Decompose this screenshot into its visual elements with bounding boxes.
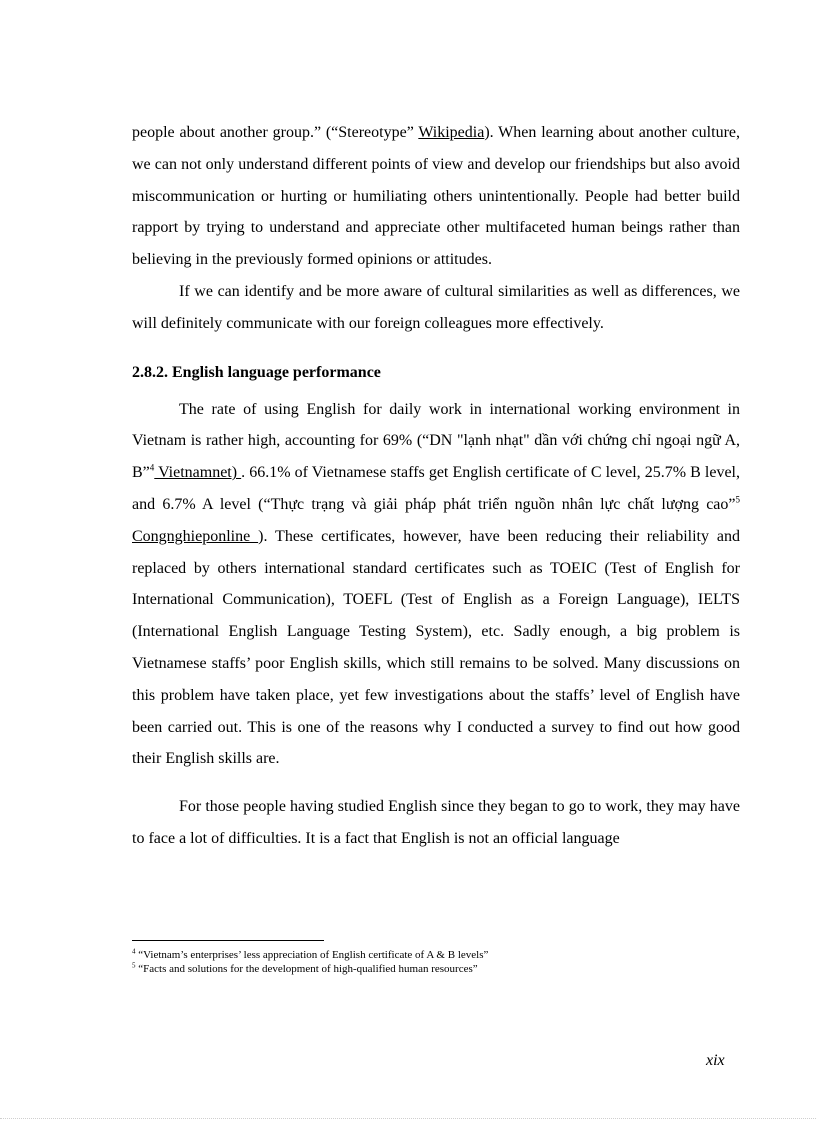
- footnotes: [132, 948, 740, 976]
- paragraph-stereotype: [132, 117, 740, 276]
- footnote-ref-4[interactable]: 4: [149, 462, 155, 473]
- footnote-text: “Facts and solutions for the development of high-qualified human resources”: [135, 963, 478, 975]
- paragraph-difficulties: For those people having studied English since they began to go to work, they may have to face a lot of difficulties. It is a fact that English is not an official language: [132, 798, 740, 847]
- body-text: [132, 117, 740, 855]
- footnote-mark: 5: [132, 961, 136, 970]
- page-number: xix: [706, 1052, 725, 1069]
- paragraph-text: people about another group.” (“Stereotype”: [132, 124, 419, 141]
- footnote-text: “Vietnam’s enterprises’ less appreciation of English certificate of A & B levels”: [135, 949, 489, 961]
- congnghieponline-link[interactable]: Congnghieponline: [132, 527, 259, 545]
- footnote-4: [132, 948, 740, 962]
- vietnamnet-link[interactable]: Vietnamnet): [154, 464, 242, 482]
- footnote-mark: 4: [132, 947, 136, 956]
- footnote-ref-5[interactable]: 5: [735, 494, 740, 505]
- paragraph-english-rate: [132, 394, 740, 776]
- section-heading: 2.8.2. English language performance: [132, 363, 381, 381]
- footnote-5: [132, 962, 740, 976]
- wikipedia-link[interactable]: Wikipedia: [418, 124, 485, 141]
- paragraph-text: ). When learning about another culture, we can not only understand different points of view and develop our friendships but also avoid miscommunication or hurting or humiliating others unintentionally. People had better build rapport by trying to understand and appreciate other multifaceted human beings rather than believing in the previously formed opinions or attitudes.: [132, 124, 740, 269]
- paragraph-text: ). These certificates, however, have been reducing their reliability and replaced by others international standard certificates such as TOEIC (Test of English for International Communication), TOEFL (Test of English as a Foreign Language), IELTS (International English Language Testing System), etc. Sadly enough, a big problem is Vietnamese staffs’ poor English skills, which still remains to be solved. Many discussions on this problem have taken place, yet few investigations about the staffs’ level of English have been carried out. This is one of the reasons why I conducted a survey to find out how good their English skills are.: [132, 527, 740, 768]
- paragraph-cultural-awareness: If we can identify and be more aware of cultural similarities as well as differences, we will definitely communicate with our foreign colleagues more effectively.: [132, 282, 740, 332]
- page-bottom-border: [0, 1118, 816, 1119]
- paragraph-text: The rate of using English for daily work in international working environment in Vietnam is rather high, accounting for 69% (“DN "lạnh nhạt" dần với chứng chỉ ngoại ngữ A, B”: [132, 400, 740, 482]
- paragraph-text: . 66.1% of Vietnamese staffs get English certificate of C level, 25.7% B level, and 6.7% A level (“Thực trạng và giải pháp phát triển nguồn nhân lực chất lượng cao”: [132, 464, 740, 513]
- footnote-separator: [132, 940, 324, 941]
